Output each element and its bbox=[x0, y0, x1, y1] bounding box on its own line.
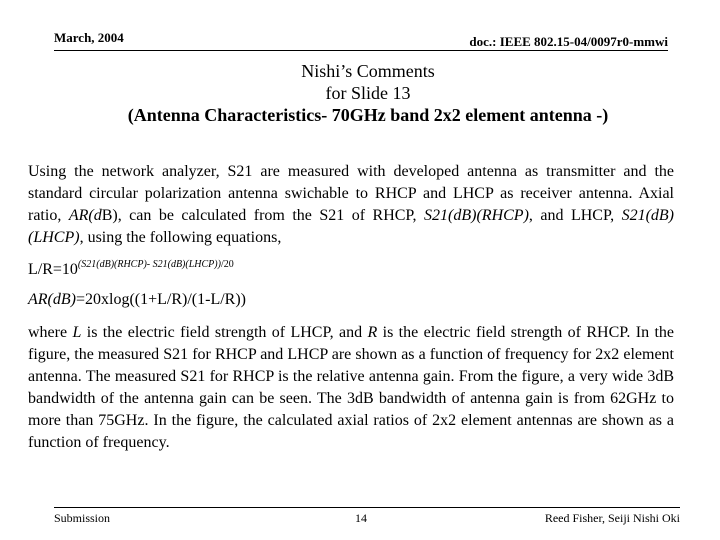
eq1-base: L/R=10 bbox=[28, 261, 78, 278]
p2-text-1: where bbox=[28, 324, 73, 341]
eq1-exp-b: /20 bbox=[220, 259, 234, 270]
p1-text-1: Using the network analyzer, S21 are measured with developed antenna as transmitter and the standard circular polarization antenna swichable to RHCP and LHCP as receiver antenna. Axial ratio, bbox=[28, 163, 674, 224]
equation-lr bbox=[28, 259, 234, 279]
eq1-exponent bbox=[78, 259, 234, 270]
p1-text-3: , and LHCP, bbox=[528, 207, 622, 224]
p2-r: R bbox=[367, 324, 378, 341]
footer-page-number: 14 bbox=[355, 511, 367, 525]
eq2-rhs: =20xlog((1+L/R)/(1-L/R)) bbox=[75, 291, 246, 308]
paragraph-intro bbox=[28, 161, 674, 249]
p2-l: L bbox=[72, 324, 82, 341]
title-line-1: Nishi’s Comments bbox=[301, 61, 435, 81]
header-doc-id: doc.: IEEE 802.15-04/0097r0-mmwi bbox=[469, 34, 668, 49]
equation-ar bbox=[28, 291, 246, 309]
p1-text-4: , using the following equations, bbox=[79, 229, 282, 246]
p2-text-2: is the electric field strength of LHCP, and bbox=[81, 324, 368, 341]
footer-submission: Submission bbox=[54, 511, 111, 525]
eq2-lhs: AR(dB) bbox=[28, 291, 76, 308]
footer-authors: Reed Fisher, Seiji Nishi Oki bbox=[544, 511, 680, 525]
title-line-3: (Antenna Characteristics- 70GHz band 2x2 element antenna -) bbox=[127, 105, 609, 125]
title-line-2: for Slide 13 bbox=[325, 83, 411, 103]
p1-s21-lhcp: S21(dB)(LHCP) bbox=[28, 207, 675, 246]
p1-s21-rhcp: S21(dB)(RHCP) bbox=[424, 207, 529, 224]
paragraph-explanation bbox=[28, 322, 674, 454]
p1-ar: AR(d bbox=[68, 207, 102, 224]
header-rule bbox=[54, 50, 668, 51]
footer-rule bbox=[54, 507, 680, 508]
slide-title bbox=[0, 60, 720, 126]
p1-text-2: B), can be calculated from the S21 of RHCP, bbox=[101, 207, 425, 224]
header-date: March, 2004 bbox=[54, 30, 124, 45]
p2-text-3: is the electric field strength of RHCP. In the figure, the measured S21 for RHCP and LHCP are shown as a function of frequency for 2x2 element antenna. The measured S21 for RHCP is the relative antenna gain. From the figure, a very wide 3dB bandwidth of the antenna gain can be seen. The 3dB bandwidth of antenna gain is from 62GHz to more than 75GHz. In the figure, the calculated axial ratios of 2x2 element antennas are shown as a function of frequency. bbox=[28, 324, 675, 451]
eq1-exp-a: (S21(dB)(RHCP)- S21(dB)(LHCP)) bbox=[77, 259, 221, 270]
